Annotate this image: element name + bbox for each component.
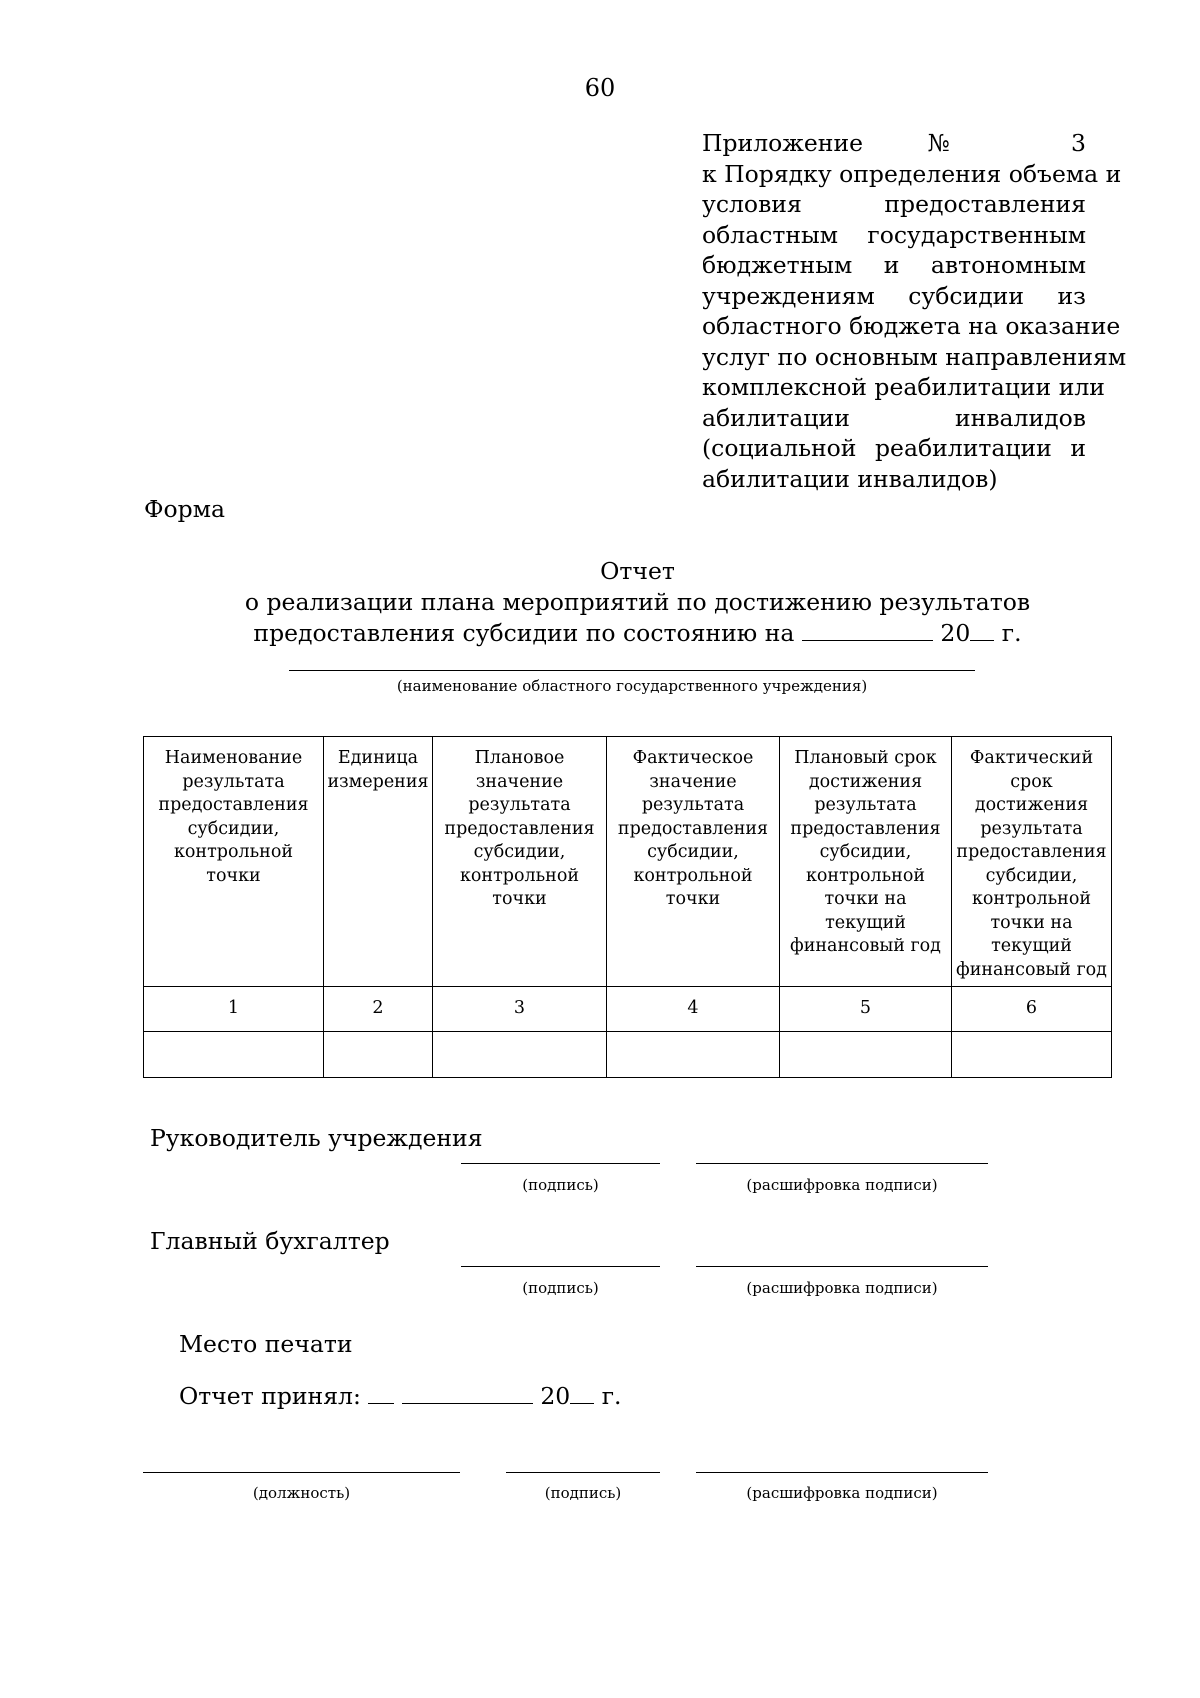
head-label: Руководитель учреждения (150, 1124, 483, 1152)
column-number: 5 (780, 987, 952, 1032)
stamp-label: Место печати (179, 1330, 353, 1358)
report-subtitle: о реализации плана мероприятий по достижению результатов (244, 588, 1031, 616)
position-caption: (должность) (252, 1484, 351, 1502)
appendix-line: бюджетным и автономным (702, 251, 1086, 279)
decoding-caption: (расшифровка подписи) (746, 1279, 938, 1297)
report-date-line (0, 618, 1200, 649)
position-line[interactable] (143, 1472, 460, 1473)
header-cell: Фактическое значение результата предоставления субсидии, контрольной точки (607, 737, 780, 987)
decoding-caption: (расшифровка подписи) (746, 1484, 938, 1502)
report-year: 20 (940, 619, 971, 647)
table-cell[interactable] (780, 1032, 952, 1078)
column-number: 4 (607, 987, 780, 1032)
appendix-line: Приложение № 3 (702, 129, 1086, 157)
column-number: 3 (433, 987, 607, 1032)
head-signature-line[interactable] (461, 1163, 660, 1164)
appendix-line: учреждениям субсидии из (702, 281, 1086, 310)
table-row (144, 1032, 1112, 1078)
organization-caption: (наименование областного государственного учреждения) (396, 677, 868, 695)
accountant-label: Главный бухгалтер (150, 1227, 390, 1255)
accepted-decoding-line[interactable] (696, 1472, 988, 1473)
signature-caption: (подпись) (522, 1279, 599, 1297)
report-year-suffix: г. (1001, 619, 1022, 647)
accepted-month-blank[interactable] (402, 1381, 533, 1404)
header-cell: Единица измерения (324, 737, 433, 987)
table-cell[interactable] (433, 1032, 607, 1078)
table-cell[interactable] (607, 1032, 780, 1078)
accepted-year: 20 (540, 1382, 571, 1410)
report-table (143, 736, 1112, 1078)
appendix-line: абилитации инвалидов (702, 403, 1086, 432)
column-number-row (144, 987, 1112, 1032)
accepted-signature-line[interactable] (506, 1472, 660, 1473)
header-cell: Наименование результата предоставления субсидии, контрольной точки (144, 737, 324, 987)
accepted-year-suffix: г. (601, 1382, 622, 1410)
form-label: Форма (144, 495, 225, 523)
appendix-line: областного бюджета на оказание (702, 312, 1121, 340)
table-header-row (144, 737, 1112, 987)
accountant-signature-line[interactable] (461, 1266, 660, 1267)
accepted-label: Отчет принял: (179, 1382, 361, 1410)
header-cell: Фактический срок достижения результата предоставления субсидии, контрольной точки на текущий финансовый год (952, 737, 1112, 987)
accepted-year-blank[interactable] (570, 1381, 594, 1404)
appendix-line: (социальной реабилитации и (702, 434, 1086, 462)
report-date-prefix: предоставления субсидии по состоянию на (253, 619, 795, 647)
page-number: 60 (584, 74, 616, 102)
appendix-line: комплексной реабилитации или (702, 373, 1105, 401)
column-number: 6 (952, 987, 1112, 1032)
header-cell: Плановое значение результата предоставления субсидии, контрольной точки (433, 737, 607, 987)
appendix-line: абилитации инвалидов) (702, 464, 998, 493)
date-blank[interactable] (802, 618, 933, 641)
report-title: Отчет (600, 557, 675, 585)
signature-caption: (подпись) (544, 1484, 622, 1502)
appendix-header (702, 128, 1127, 494)
table-cell[interactable] (952, 1032, 1112, 1078)
appendix-line: услуг по основным направлениям (702, 342, 1127, 371)
appendix-line: условия предоставления (702, 190, 1086, 218)
decoding-caption: (расшифровка подписи) (746, 1176, 938, 1194)
signature-caption: (подпись) (522, 1176, 599, 1194)
accepted-day-blank[interactable] (368, 1381, 394, 1404)
column-number: 2 (324, 987, 433, 1032)
accountant-decoding-line[interactable] (696, 1266, 988, 1267)
table-cell[interactable] (144, 1032, 324, 1078)
accepted-line (179, 1381, 622, 1410)
table-cell[interactable] (324, 1032, 433, 1078)
organization-name-line[interactable] (289, 670, 975, 671)
year-blank[interactable] (970, 618, 994, 641)
appendix-line: областным государственным (702, 220, 1086, 249)
header-cell: Плановый срок достижения результата предоставления субсидии, контрольной точки на текущий финансовый год (780, 737, 952, 987)
head-decoding-line[interactable] (696, 1163, 988, 1164)
appendix-line: к Порядку определения объема и (702, 159, 1122, 188)
column-number: 1 (144, 987, 324, 1032)
